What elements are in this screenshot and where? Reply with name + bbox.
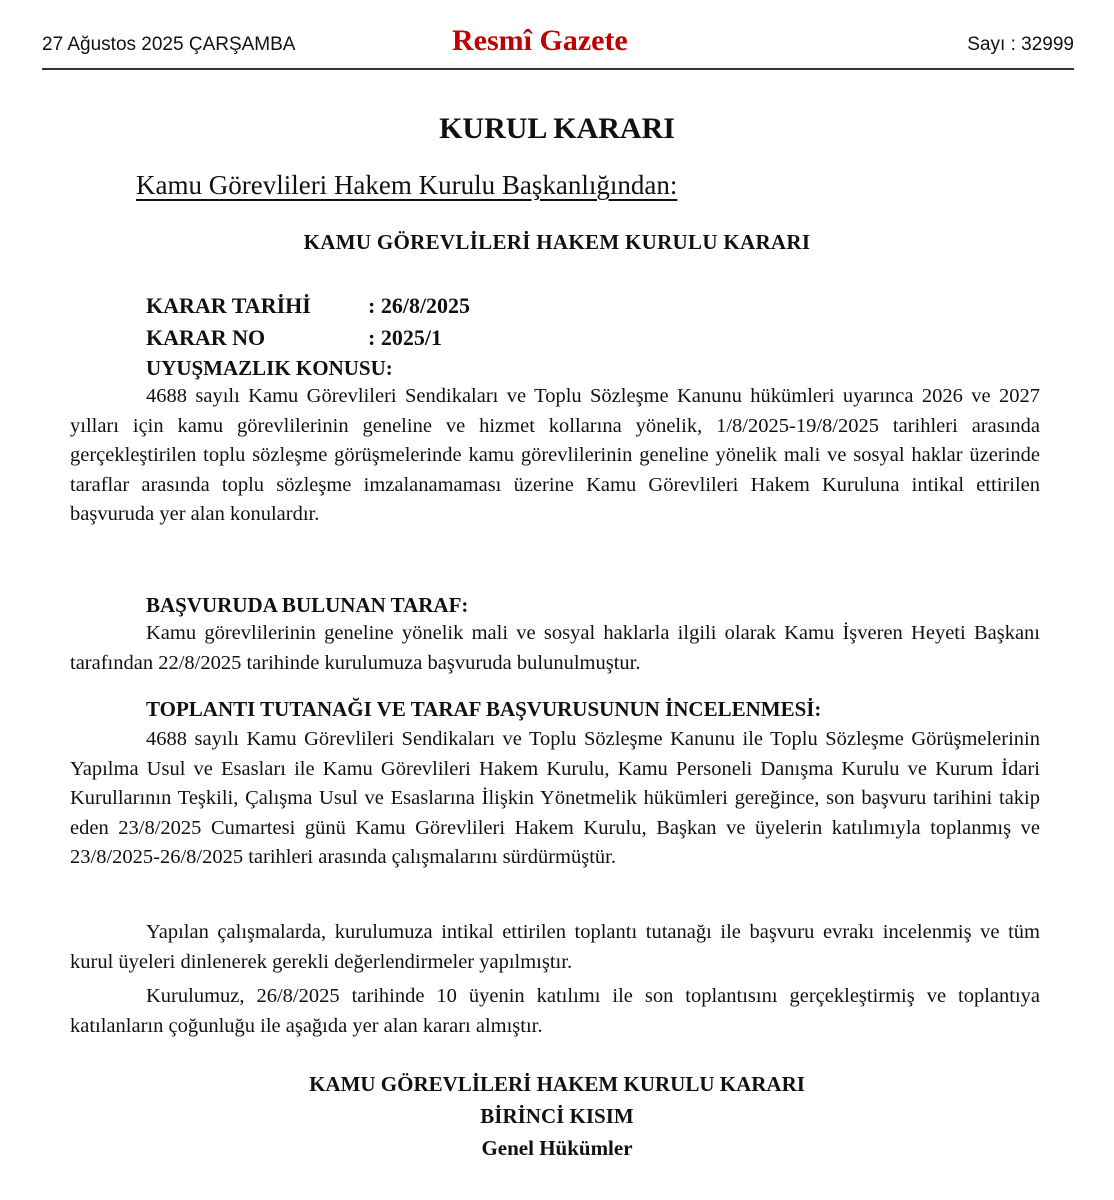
publication-date: 27 Ağustos 2025 ÇARŞAMBA	[42, 34, 296, 55]
review-heading: TOPLANTI TUTANAĞI VE TARAF BAŞVURUSUNUN İNCELENMESİ:	[146, 697, 822, 721]
dispute-subject-heading: UYUŞMAZLIK KONUSU:	[146, 356, 393, 380]
footer-part: BİRİNCİ KISIM	[480, 1104, 634, 1128]
footer-decision-title: KAMU GÖREVLİLERİ HAKEM KURULU KARARI	[309, 1072, 805, 1096]
decision-date-value: : 26/8/2025	[368, 293, 471, 318]
applicant-heading: BAŞVURUDA BULUNAN TARAF:	[146, 593, 469, 617]
decision-number-row	[146, 325, 442, 351]
decision-date-label: KARAR TARİHİ	[146, 293, 311, 318]
gazette-header	[42, 24, 1074, 70]
footer-subpart: Genel Hükümler	[481, 1136, 633, 1160]
decision-number-label: KARAR NO	[146, 325, 266, 350]
applicant-text: Kamu görevlilerinin geneline yönelik mali ve sosyal haklarla ilgili olarak Kamu İşveren Heyeti Başkanı tarafından 22/8/2025 tarihinde kurulumuza başvuruda bulunulmuştur.	[70, 622, 1040, 674]
document-title: KURUL KARARI	[439, 112, 675, 145]
review-paragraph-3: Kurulumuz, 26/8/2025 tarihinde 10 üyenin katılımı ile son toplantısını gerçekleştirmiş ve toplantıya katılanların çoğunluğu ile aşağıda yer alan kararı almıştır.	[70, 985, 1040, 1037]
review-paragraph-2: Yapılan çalışmalarda, kurulumuza intikal ettirilen toplantı tutanağı ile başvuru evrakı incelenmiş ve tüm kurul üyeleri dinlenerek gerekli değerlendirmeler yapılmıştır.	[70, 921, 1040, 973]
dispute-subject-text: 4688 sayılı Kamu Görevlileri Sendikaları ve Toplu Sözleşme Kanunu hükümleri uyarınca 2026 ve 2027 yılları için kamu görevlilerinin geneline ve hizmet kollarına yönelik, 1/8/2025-19/8/2025 tarihleri arasında gerçekleştirilen toplu sözleşme görüşmelerinde kamu görevlilerinin geneline yönelik mali ve sosyal haklar üzerinde taraflar arasında toplu sözleşme imzalanamaması üzerine Kamu Görevlileri Hakem Kuruluna intikal ettirilen başvuruda yer alan konulardır.	[70, 385, 1040, 525]
decision-number-value: : 2025/1	[368, 325, 442, 350]
decision-date-row	[146, 293, 470, 319]
review-paragraph-1: 4688 sayılı Kamu Görevlileri Sendikaları ve Toplu Sözleşme Kanunu ile Toplu Sözleşme Görüşmelerinin Yapılma Usul ve Esasları ile Kamu Görevlileri Hakem Kurulu, Kamu Personeli Danışma Kurulu ve Kurum İdari Kurullarının Teşkili, Çalışma Usul ve Esaslarına İlişkin Yönetmelik hükümleri gereğince, son başvuru tarihini takip eden 23/8/2025 Cumartesi günü Kamu Görevlileri Hakem Kurulu, Başkan ve üyelerin katılımıyla toplanmış ve 23/8/2025-26/8/2025 tarihleri arasında çalışmalarını sürdürmüştür.	[70, 728, 1040, 868]
gazette-title: Resmî Gazete	[452, 24, 628, 57]
issuing-authority: Kamu Görevlileri Hakem Kurulu Başkanlığından:	[136, 170, 678, 200]
issue-number: Sayı : 32999	[967, 34, 1074, 55]
decision-heading: KAMU GÖREVLİLERİ HAKEM KURULU KARARI	[303, 230, 811, 254]
